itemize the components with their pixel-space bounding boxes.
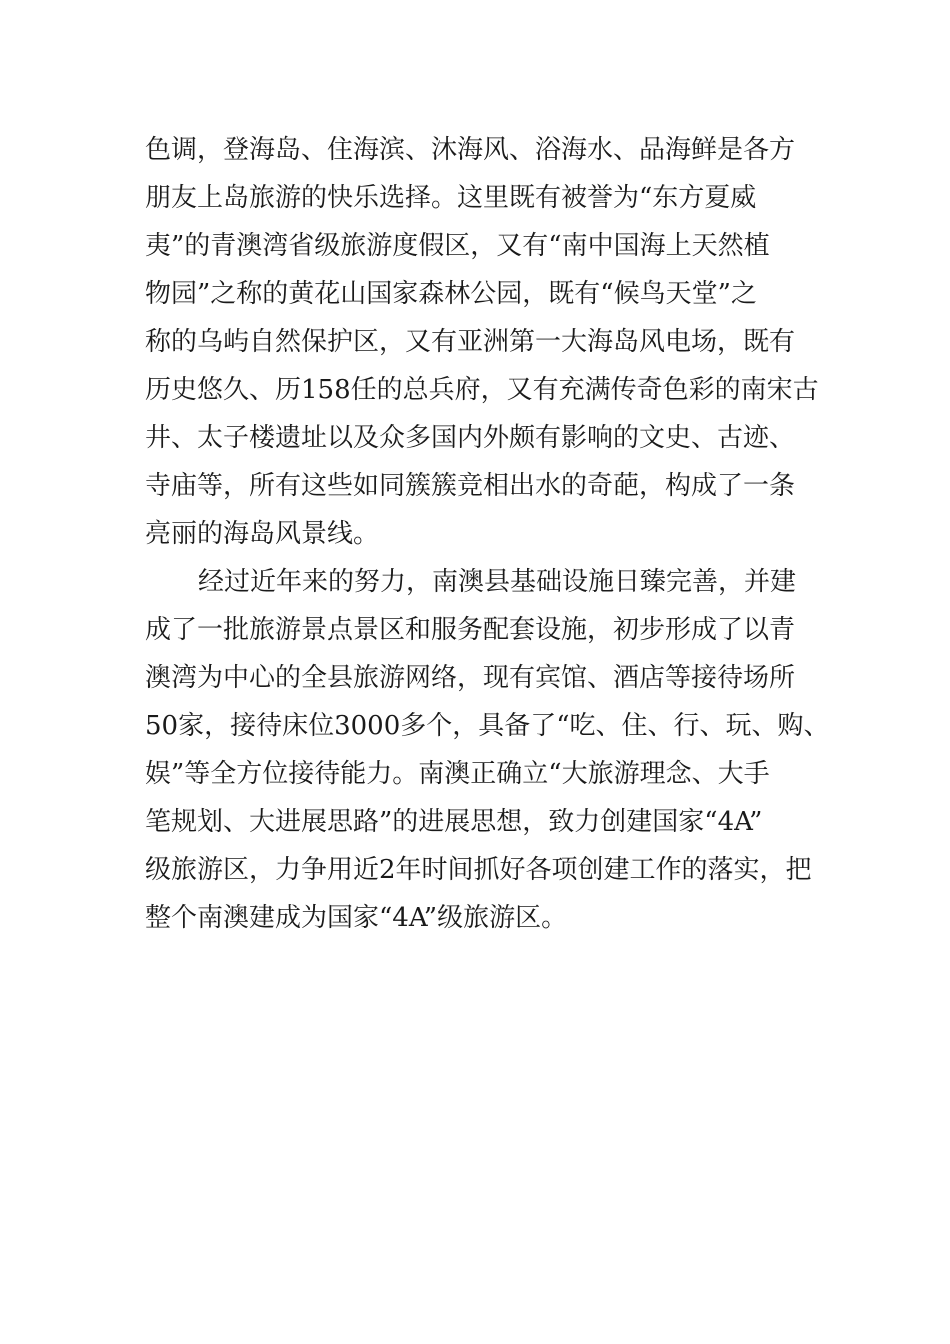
text-line: 经过近年来的努力，南澳县基础设施日臻完善，并建 [198,567,797,597]
text-line: 整个南澳建成为国家“4A”级旅游区。 [145,903,568,933]
text-line: 50家，接待床位3000多个，具备了“吃、住、行、玩、购、 [145,711,830,741]
text-line: 历史悠久、历158任的总兵府，又有充满传奇色彩的南宋古 [145,375,819,405]
text-line: 物园”之称的黄花山国家森林公园，既有“候鸟天堂”之 [145,279,757,309]
paragraph-2 [145,558,830,942]
text-line: 成了一批旅游景点景区和服务配套设施，初步形成了以青 [145,615,796,645]
text-line: 色调，登海岛、住海滨、沐海风、浴海水、品海鲜是各方 [145,135,796,165]
text-line: 澳湾为中心的全县旅游网络，现有宾馆、酒店等接待场所 [145,663,796,693]
paragraph-1 [145,126,817,558]
text-line: 娱”等全方位接待能力。南澳正确立“大旅游理念、大手 [145,759,770,789]
text-line: 夷”的青澳湾省级旅游度假区，又有“南中国海上天然植 [145,231,770,261]
text-line: 亮丽的海岛风景线。 [145,519,380,549]
text-line: 称的乌屿自然保护区，又有亚洲第一大海岛风电场，既有 [145,327,796,357]
document-body [145,126,830,942]
text-line: 朋友上岛旅游的快乐选择。这里既有被誉为“东方夏威 [145,183,757,213]
text-line: 井、太子楼遗址以及众多国内外颇有影响的文史、古迹、 [145,423,796,453]
text-line: 寺庙等，所有这些如同簇簇竞相出水的奇葩，构成了一条 [145,471,796,501]
text-line: 笔规划、大进展思路”的进展思想，致力创建国家“4A” [145,807,763,837]
text-line: 级旅游区，力争用近2年时间抓好各项创建工作的落实，把 [145,855,812,885]
